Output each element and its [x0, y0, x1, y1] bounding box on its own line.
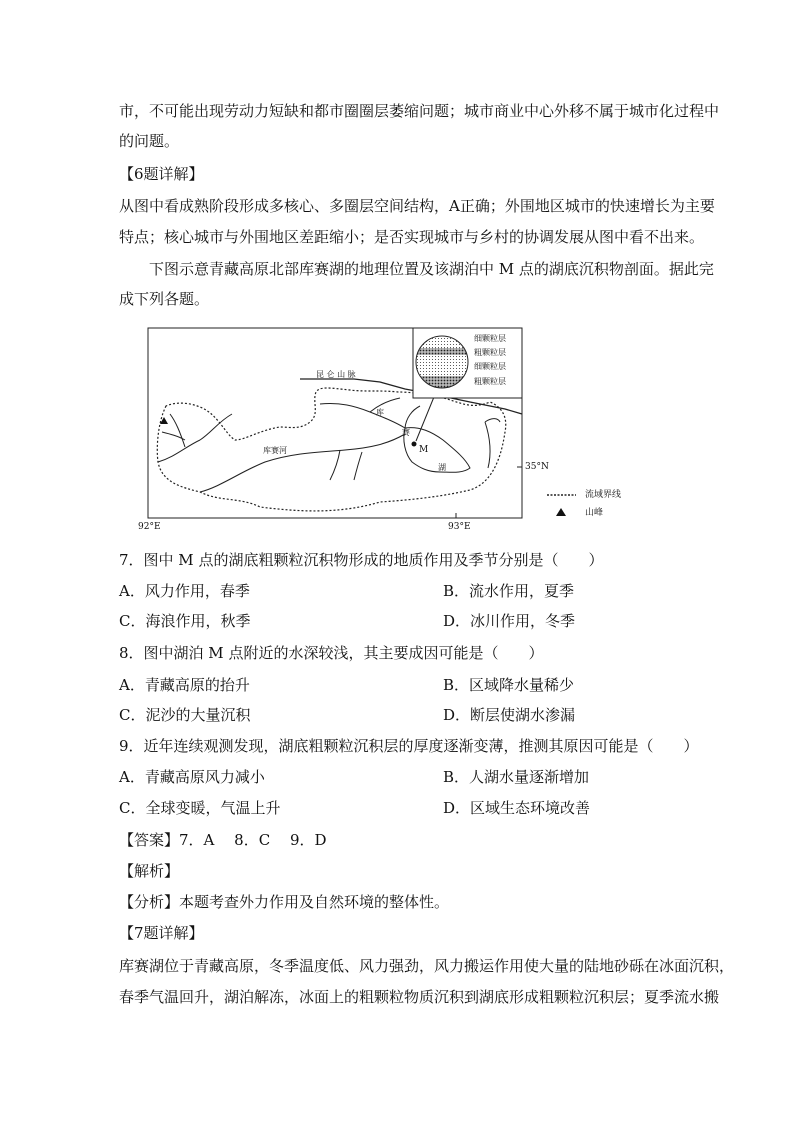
question-8-option-b[interactable]: B．区域降水量稀少	[443, 676, 575, 694]
answer-label: 【答案】	[119, 831, 180, 849]
point-m-marker	[412, 442, 417, 447]
label-lake-sai: 赛	[402, 428, 410, 437]
fenxi-text: 本题考查外力作用及自然环境的整体性。	[179, 893, 450, 911]
question-7-stem: 7．图中 M 点的湖底粗颗粒沉积物形成的地质作用及季节分别是（ ）	[119, 551, 604, 569]
river-west	[158, 414, 232, 462]
label-mountain: 昆 仑 山 脉	[316, 370, 356, 379]
label-lake-ku: 库	[376, 408, 384, 417]
label-river: 库赛河	[263, 446, 287, 455]
question-7-option-c[interactable]: C．海浪作用，秋季	[119, 612, 251, 630]
question-7-option-b[interactable]: B．流水作用，夏季	[443, 582, 575, 600]
q7-line-1: 库赛湖位于青藏高原，冬季温度低、风力强劲，风力搬运作用使大量的陆地砂砾在冰面沉积，	[119, 957, 735, 975]
question-8-option-a[interactable]: A．青藏高原的抬升	[119, 676, 250, 694]
question-9-stem: 9．近年连续观测发现，湖底粗颗粒沉积层的厚度逐渐变薄，推测其原因可能是（ ）	[119, 737, 699, 755]
answer-text: 7．A 8．C 9．D	[179, 831, 327, 849]
lake-map-figure	[140, 322, 660, 544]
label-lon-right: 93°E	[448, 522, 471, 532]
label-latitude: 35°N	[525, 462, 549, 472]
question-8-option-d[interactable]: D．断层使湖水渗漏	[443, 706, 576, 724]
fenxi-label: 【分析】	[119, 893, 180, 911]
analysis-fenxi	[119, 892, 449, 912]
q6-line-1: 从图中看成熟阶段形成多核心、多圈层空间结构，A正确；外围地区城市的快速增长为主要	[119, 197, 715, 215]
question-9-option-b[interactable]: B．人湖水量逐渐增加	[443, 768, 590, 786]
q7-heading: 【7题详解】	[119, 924, 204, 942]
legend-peak-icon	[556, 508, 566, 516]
profile-layer-1: 细颗粒层	[474, 334, 506, 343]
river-kusai	[200, 434, 405, 492]
river-north-1	[320, 403, 405, 428]
profile-layer-3: 细颗粒层	[474, 362, 506, 371]
q7-line-2: 春季气温回升，湖泊解冻，冰面上的粗颗粒物质沉积到湖底形成粗颗粒沉积层；夏季流水搬	[119, 988, 720, 1006]
question-8-stem: 8．图中湖泊 M 点附近的水深较浅，其主要成因可能是（ ）	[119, 644, 544, 662]
lake-map-svg	[140, 322, 660, 544]
stem-line-2: 成下列各题。	[119, 290, 210, 308]
stem-line-1: 下图示意青藏高原北部库赛湖的地理位置及该湖泊中 M 点的湖底沉积物剖面。据此完	[149, 260, 714, 278]
question-7-option-d[interactable]: D．冰川作用，冬季	[443, 612, 576, 630]
lake-outline	[404, 428, 470, 473]
label-lon-left: 92°E	[138, 522, 161, 532]
profile-layer-2: 粗颗粒层	[474, 348, 506, 357]
label-lake-hu: 湖	[438, 463, 446, 472]
legend-peak-label: 山峰	[585, 508, 604, 518]
river-south	[330, 450, 362, 480]
answer-line	[119, 830, 327, 850]
question-9-option-c[interactable]: C．全球变暖，气温上升	[119, 799, 281, 817]
intro-line-2: 的问题。	[119, 132, 180, 150]
question-7-option-a[interactable]: A．风力作用，春季	[119, 582, 250, 600]
profile-layer-4: 粗颗粒层	[474, 377, 506, 386]
label-point-m: M	[419, 445, 429, 455]
intro-line-1: 市，不可能出现劳动力短缺和都市圈圈层萎缩问题；城市商业中心外移不属于城市化过程中	[119, 102, 720, 120]
analysis-heading: 【解析】	[119, 862, 180, 880]
q6-heading: 【6题详解】	[119, 165, 204, 183]
question-8-option-c[interactable]: C．泥沙的大量沉积	[119, 706, 251, 724]
question-9-option-d[interactable]: D．区域生态环境改善	[443, 799, 591, 817]
legend-boundary-label: 流域界线	[585, 490, 622, 500]
question-9-option-a[interactable]: A．青藏高原风力减小	[119, 768, 265, 786]
q6-line-2: 特点；核心城市与外围地区差距缩小；是否实现城市与乡村的协调发展从图中看不出来。	[119, 228, 705, 246]
